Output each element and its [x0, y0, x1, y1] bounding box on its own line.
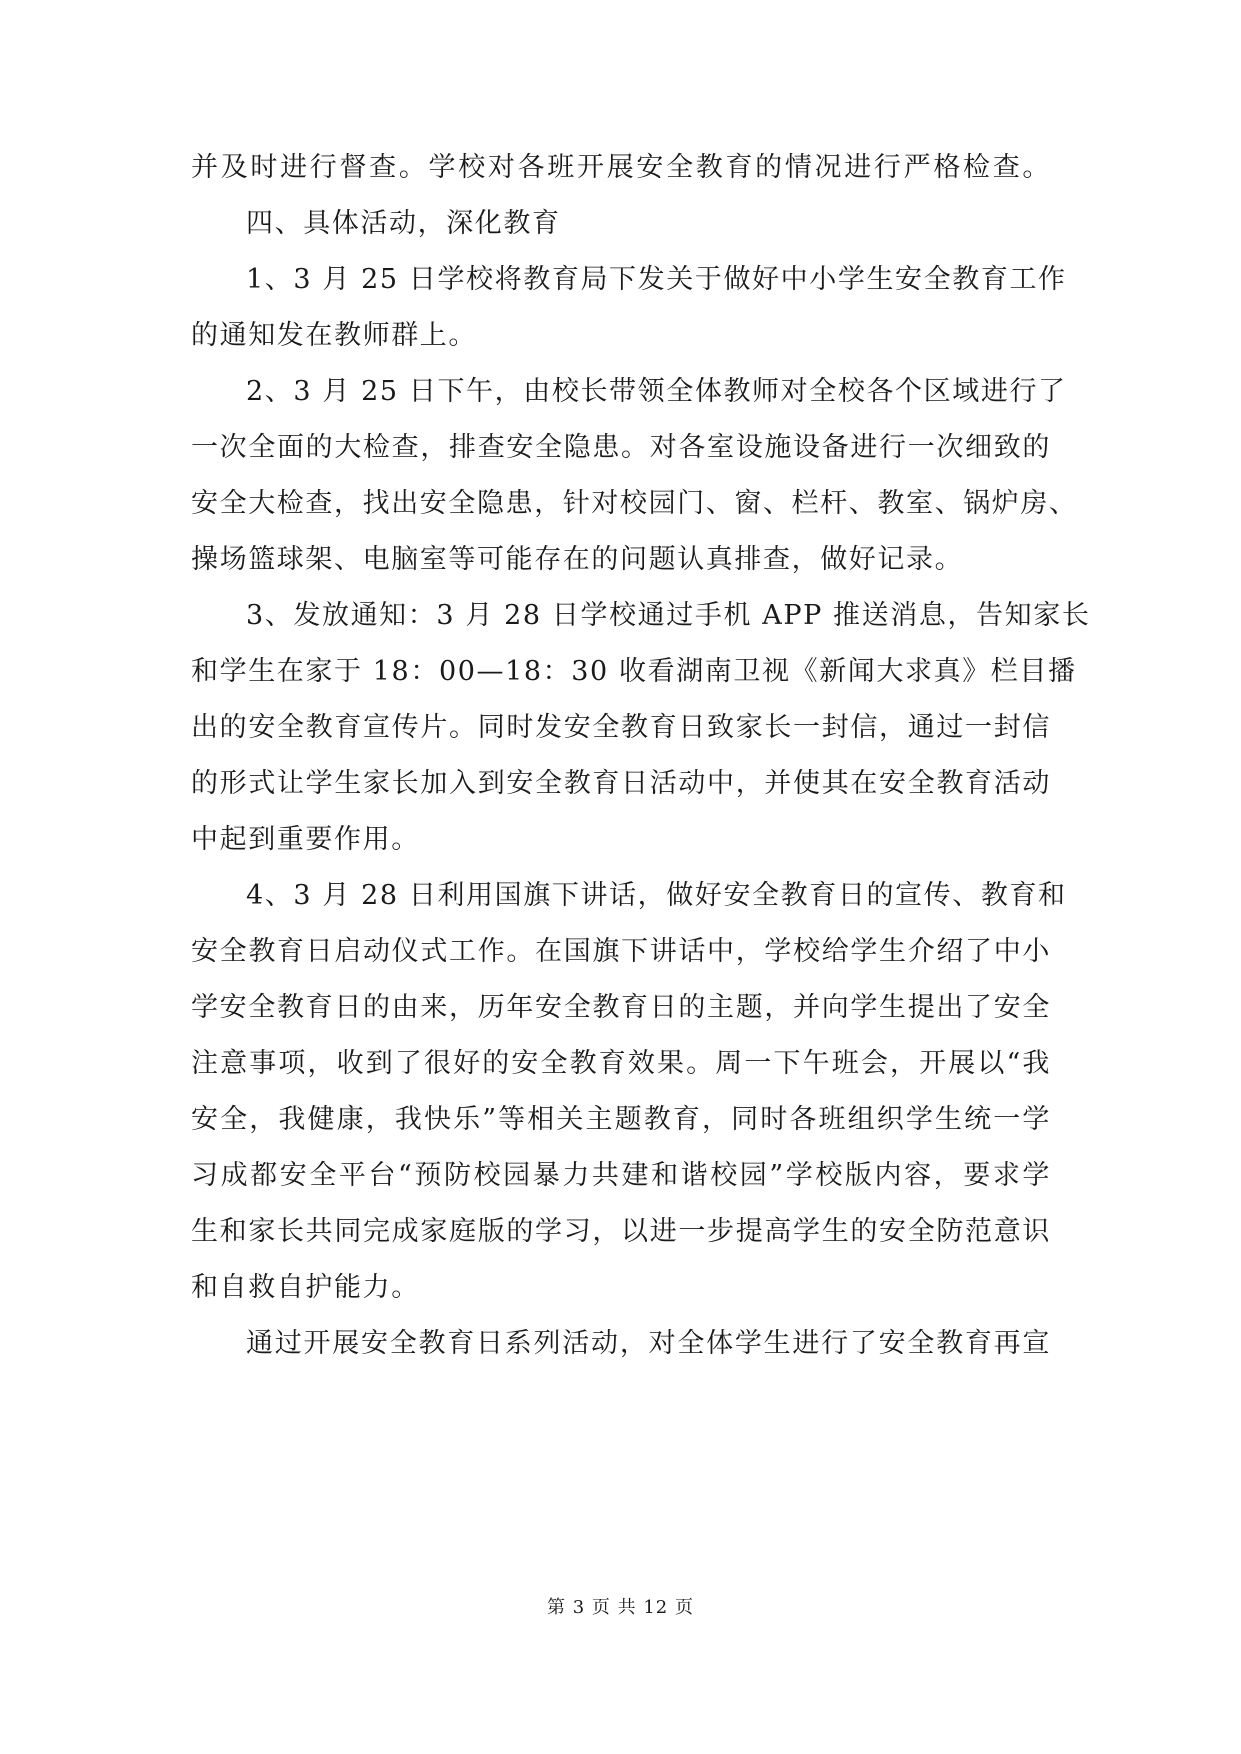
text-line: 1、3 月 25 日学校将教育局下发关于做好中小学生安全教育工作 [246, 264, 1067, 295]
text-line: 学安全教育日的由来，历年安全教育日的主题，并向学生提出了安全 [191, 992, 1051, 1023]
text-line: 并及时进行督查。学校对各班开展安全教育的情况进行严格检查。 [191, 152, 1051, 183]
section-heading: 四、具体活动，深化教育 [246, 208, 561, 239]
text-line: 通过开展安全教育日系列活动，对全体学生进行了安全教育再宣 [246, 1328, 1051, 1359]
text-line: 2、3 月 25 日下午，由校长带领全体教师对全校各个区域进行了 [246, 376, 1067, 407]
text-line: 生和家长共同完成家庭版的学习，以进一步提高学生的安全防范意识 [191, 1216, 1051, 1247]
text-line: 安全，我健康，我快乐”等相关主题教育，同时各班组织学生统一学 [191, 1104, 1051, 1135]
text-line: 3、发放通知：3 月 28 日学校通过手机 APP 推送消息，告知家长 [246, 600, 1091, 631]
text-line: 安全大检查，找出安全隐患，针对校园门、窗、栏杆、教室、锅炉房、 [191, 488, 1078, 519]
text-line: 操场篮球架、电脑室等可能存在的问题认真排查，做好记录。 [191, 544, 964, 575]
text-line: 出的安全教育宣传片。同时发安全教育日致家长一封信，通过一封信 [191, 712, 1051, 743]
text-line: 的形式让学生家长加入到安全教育日活动中，并使其在安全教育活动 [191, 768, 1051, 799]
text-line: 和学生在家于 18：00—18：30 收看湖南卫视《新闻大求真》栏目播 [191, 656, 1077, 687]
text-line: 注意事项，收到了很好的安全教育效果。周一下午班会，开展以“我 [191, 1048, 1051, 1079]
text-line: 的通知发在教师群上。 [191, 320, 477, 351]
text-line: 习成都安全平台“预防校园暴力共建和谐校园”学校版内容，要求学 [191, 1160, 1051, 1191]
text-line: 一次全面的大检查，排查安全隐患。对各室设施设备进行一次细致的 [191, 432, 1051, 463]
text-line: 和自救自护能力。 [191, 1272, 420, 1303]
text-line: 安全教育日启动仪式工作。在国旗下讲话中，学校给学生介绍了中小 [191, 936, 1051, 967]
page-number-footer: 第 3 页 共 12 页 [547, 1597, 694, 1618]
text-line: 4、3 月 28 日利用国旗下讲话，做好安全教育日的宣传、教育和 [246, 880, 1067, 911]
text-line: 中起到重要作用。 [191, 824, 420, 855]
